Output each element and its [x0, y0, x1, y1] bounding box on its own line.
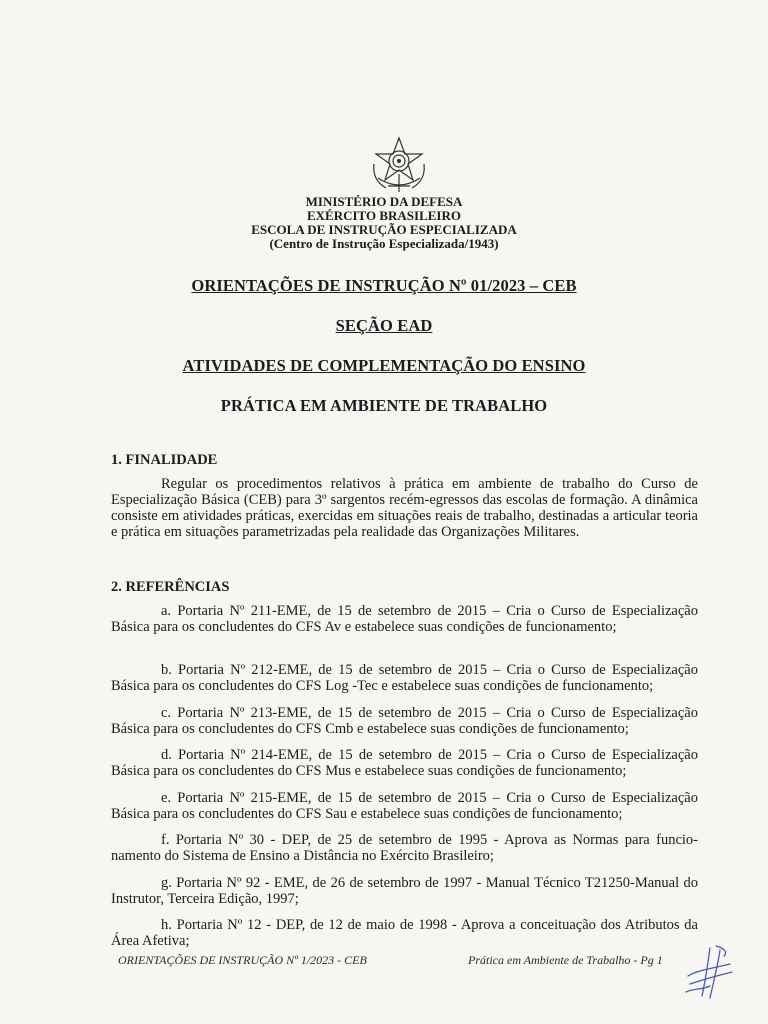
- footer-left: ORIENTAÇÕES DE INSTRUÇÃO Nº 1/2023 - CEB: [118, 953, 367, 967]
- section-2-heading: 2. REFERÊNCIAS: [111, 579, 230, 595]
- reference-a: a. Portaria Nº 211-EME, de 15 de setembro de 2015 – Cria o Curso de Especialização Básica para os concludentes do CFS Av e estabelece suas condições de funcionamento;: [111, 603, 698, 635]
- school-line: ESCOLA DE INSTRUÇÃO ESPECIALIZADA: [251, 222, 517, 237]
- ministry-line: MINISTÉRIO DA DEFESA: [305, 194, 463, 209]
- section-1-heading: 1. FINALIDADE: [111, 452, 218, 468]
- footer-right: Prática em Ambiente de Trabalho - Pg 1: [468, 953, 663, 967]
- practice-title: PRÁTICA EM AMBIENTE DE TRABALHO: [220, 396, 548, 415]
- reference-e: e. Portaria Nº 215-EME, de 15 de setembro de 2015 – Cria o Curso de Especialização Básica para os concludentes do CFS Sau e estabelece suas condições de funcionamento;: [111, 790, 698, 822]
- reference-h: h. Portaria Nº 12 - DEP, de 12 de maio de 1998 - Aprova a conceituação dos Atributos da Área Afetiva;: [111, 917, 698, 949]
- reference-b: b. Portaria Nº 212-EME, de 15 de setembro de 2015 – Cria o Curso de Especialização Básica para os concludentes do CFS Log -Tec e estabelece suas condições de funcionamento;: [111, 662, 698, 694]
- handwritten-signature: [680, 940, 740, 1000]
- document-title: ORIENTAÇÕES DE INSTRUÇÃO Nº 01/2023 – CEB: [191, 276, 577, 295]
- reference-g: g. Portaria Nº 92 - EME, de 26 de setembro de 1997 - Manual Técnico T21250-Manual do Instrutor, Terceira Edição, 1997;: [111, 875, 698, 907]
- coat-of-arms-emblem: [366, 134, 432, 196]
- section-title: SEÇÃO EAD: [335, 316, 433, 335]
- reference-d: d. Portaria Nº 214-EME, de 15 de setembro de 2015 – Cria o Curso de Especialização Básica para os concludentes do CFS Mus e estabelece suas condições de funcionamento;: [111, 747, 698, 779]
- section-1-text: Regular os procedimentos relativos à prática em ambiente de trabalho do Curso de Especialização Básica (CEB) para 3º sargentos recém-egressos das escolas de formação. A dinâmica consiste em atividades práticas, exercidas em situações reais de trabalho, destinadas a articular teoria e prática em situações parametrizadas pela realidade das Organizações Militares.: [111, 476, 698, 540]
- army-line: EXÉRCITO BRASILEIRO: [306, 208, 461, 223]
- reference-c: c. Portaria Nº 213-EME, de 15 de setembro de 2015 – Cria o Curso de Especialização Básica para os concludentes do CFS Cmb e estabelece suas condições de funcionamento;: [111, 705, 698, 737]
- center-line: (Centro de Instrução Especializada/1943): [269, 236, 499, 251]
- activities-title: ATIVIDADES DE COMPLEMENTAÇÃO DO ENSINO: [182, 356, 586, 375]
- reference-f: f. Portaria Nº 30 - DEP, de 25 de setembro de 1995 - Aprova as Normas para funcio-namento do Sistema de Ensino a Distância no Exército Brasileiro;: [111, 832, 698, 864]
